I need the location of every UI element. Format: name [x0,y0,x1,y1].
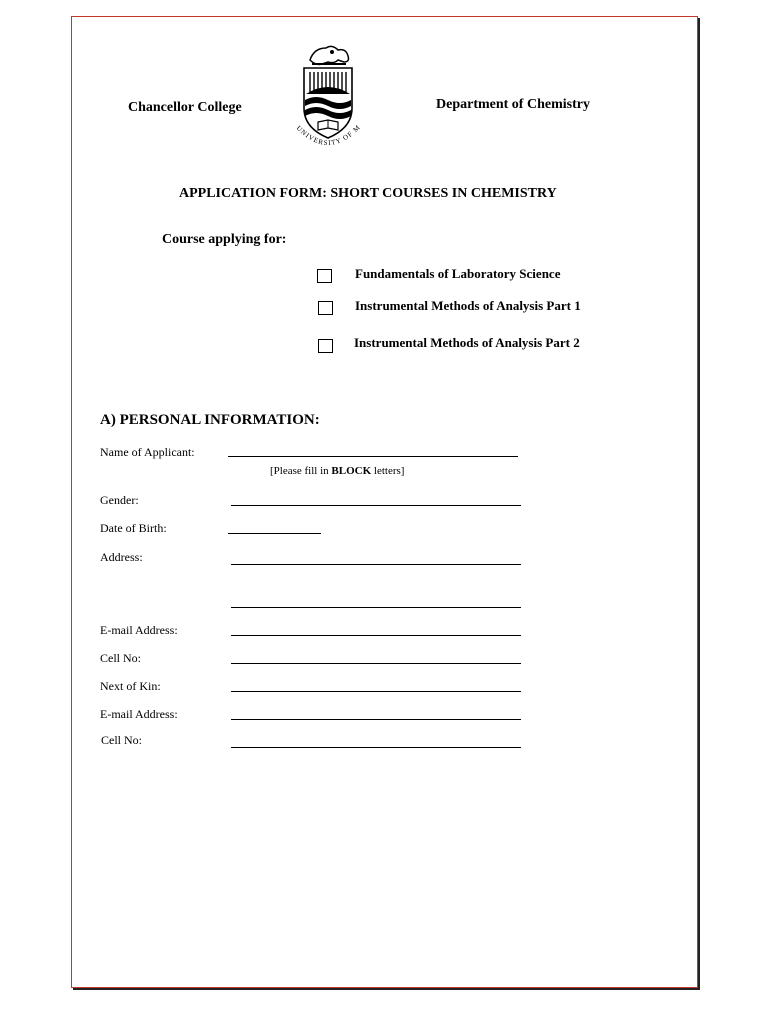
section-personal-information-title: A) PERSONAL INFORMATION: [100,412,320,428]
label-kin-cell-no: Cell No: [101,733,142,747]
input-address-line-1[interactable] [231,564,521,565]
lion-crest-icon [310,46,349,64]
course-option-instrumental-2: Instrumental Methods of Analysis Part 2 [354,335,580,350]
input-next-of-kin[interactable] [231,691,521,692]
label-name-of-applicant: Name of Applicant: [100,445,195,459]
label-cell-no: Cell No: [100,651,141,665]
college-name: Chancellor College [128,100,242,115]
department-name: Department of Chemistry [436,97,590,112]
input-kin-cell-no[interactable] [231,747,521,748]
input-name-of-applicant[interactable] [228,456,518,457]
course-checkbox-fundamentals[interactable] [317,269,332,283]
label-date-of-birth: Date of Birth: [100,521,167,535]
form-title: APPLICATION FORM: SHORT COURSES IN CHEMISTRY [179,186,557,201]
course-applying-label: Course applying for: [162,232,287,247]
input-email-address[interactable] [231,635,521,636]
course-checkbox-instrumental-1[interactable] [318,301,333,315]
course-option-fundamentals: Fundamentals of Laboratory Science [355,266,561,281]
input-cell-no[interactable] [231,663,521,664]
label-next-of-kin: Next of Kin: [100,679,161,693]
label-address: Address: [100,550,143,564]
seal-text: UNIVERSITY OF M [294,123,363,148]
input-date-of-birth[interactable] [228,533,321,534]
label-email-address: E-mail Address: [100,623,178,637]
university-seal-logo [288,42,368,166]
label-kin-email-address: E-mail Address: [100,707,178,721]
block-letters-hint: [Please fill in BLOCK letters] [270,465,405,477]
input-kin-email-address[interactable] [231,719,521,720]
input-address-line-2[interactable] [231,607,521,608]
input-gender[interactable] [231,505,521,506]
course-checkbox-instrumental-2[interactable] [318,339,333,353]
course-option-instrumental-1: Instrumental Methods of Analysis Part 1 [355,298,581,313]
label-gender: Gender: [100,493,139,507]
form-page [71,16,698,988]
